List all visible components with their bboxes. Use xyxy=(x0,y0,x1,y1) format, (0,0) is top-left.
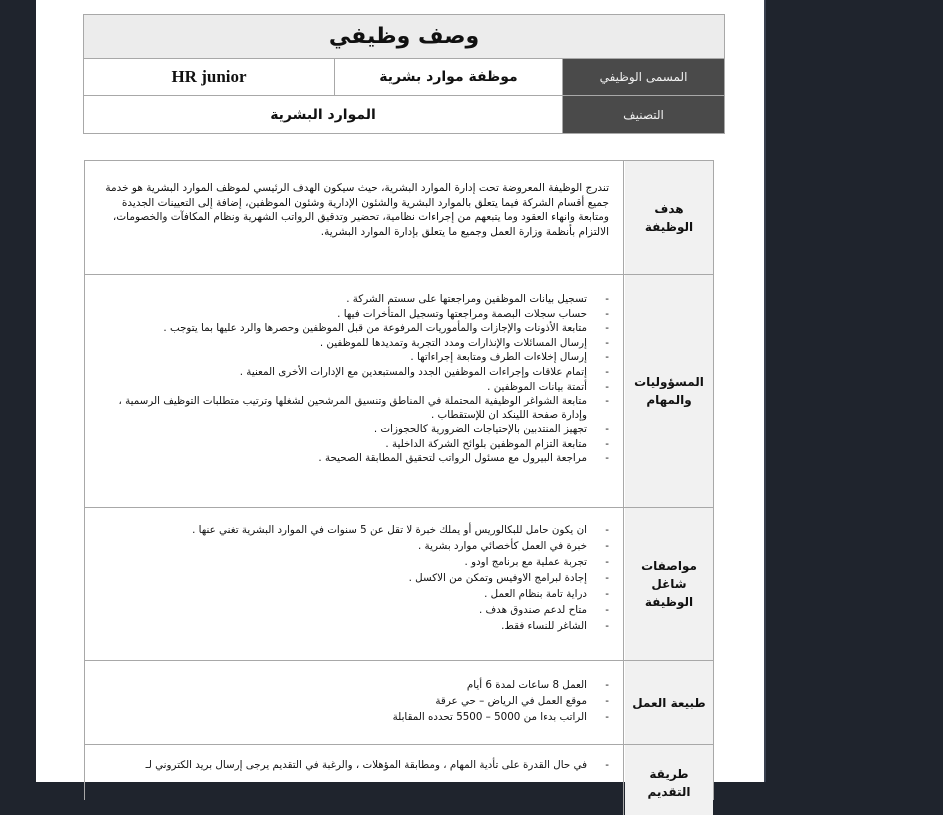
list-item: - تجربة عملية مع برنامج اودو . xyxy=(93,556,587,569)
document-page xyxy=(36,0,764,799)
goal-row xyxy=(85,161,713,275)
apply-list xyxy=(93,759,615,772)
apply-row xyxy=(85,745,713,815)
list-item: - متابعة الأذونات والإجازات والمأموريات المرفوعة من قبل الموظفين وحصرها والرد عليها بما يتوجب . xyxy=(93,322,587,335)
apply-content xyxy=(85,745,624,815)
list-item: - متابعة الشواغر الوظيفية المحتملة في المناطق وتنسيق المرشحين لشغلها وترتيب متطلبات التوظيف الرسمية ، وإدارة صفحة اللينكد ان للإستقطاب . xyxy=(93,395,587,422)
details-table xyxy=(84,160,714,800)
job-title-en: HR junior xyxy=(84,59,335,95)
specs-content xyxy=(85,508,624,660)
list-item: - تجهيز المنتدبين بالإحتياجات الضرورية كالحجوزات . xyxy=(93,423,587,436)
goal-content xyxy=(85,161,624,274)
list-item: - إرسال المسائلات والإنذارات ومدد التجربة وتمديدها للموظفين . xyxy=(93,337,587,350)
list-item: - متابعة التزام الموظفين بلوائح الشركة الداخلية . xyxy=(93,438,587,451)
list-item: - الشاغر للنساء فقط. xyxy=(93,620,587,633)
apply-label: طريقة التقديم xyxy=(625,745,713,815)
page-title: وصف وظيفي xyxy=(84,15,724,59)
list-item: - ان يكون حامل للبكالوريس أو يملك خبرة لا تقل عن 5 سنوات في الموارد البشرية تغني عنها . xyxy=(93,524,587,537)
job-title-row xyxy=(84,59,724,96)
work-nature-row xyxy=(85,661,713,745)
list-item: - حساب سجلات البصمة ومراجعتها وتسجيل المتأخرات فيها . xyxy=(93,308,587,321)
work-nature-list xyxy=(93,679,615,724)
list-item: - أتمتة بيانات الموظفين . xyxy=(93,381,587,394)
classification-value: الموارد البشرية xyxy=(84,96,563,133)
goal-text: تندرج الوظيفة المعروضة تحت إدارة الموارد البشرية، حيث سيكون الهدف الرئيسي لموظف الموارد البشرية هو خدمة جميع أقسام الشركة فيما يتعلق بالموارد البشرية والشئون الإدارية وشئون الموظفين، إضافة إلى التعيينات الجديدة ومتابعة وانهاء العقود وما يتبعهم من إجراءات نظامية، تحضير وتدقيق الرواتب الشهرية ونظام المكافآت والخصومات، الالتزام بأنظمة وزارة العمل وجميع ما يتعلق بإدارة الموارد البشرية. xyxy=(105,182,609,238)
list-item: - خبرة في العمل كأخصائي موارد بشرية . xyxy=(93,540,587,553)
list-item: - دراية تامة بنظام العمل . xyxy=(93,588,587,601)
responsibilities-label: المسؤوليات والمهام xyxy=(625,275,713,507)
work-nature-content xyxy=(85,661,624,744)
specs-list xyxy=(93,524,615,633)
job-title-label: المسمى الوظيفي xyxy=(563,59,724,95)
job-title-ar: موظفة موارد بشرية xyxy=(335,59,563,95)
list-item: - في حال القدرة على تأدية المهام ، ومطابقة المؤهلات ، والرغبة في التقديم يرجى إرسال بريد الكتروني لـ xyxy=(93,759,587,772)
header-table xyxy=(83,14,725,134)
right-background xyxy=(764,0,943,782)
list-item: - موقع العمل في الرياض – حي عرقة xyxy=(93,695,587,708)
responsibilities-content xyxy=(85,275,624,507)
list-item: - إجادة لبرامج الاوفيس وتمكن من الاكسل . xyxy=(93,572,587,585)
work-nature-label: طبيعة العمل xyxy=(625,661,713,744)
specs-label: مواصفات شاغل الوظيفة xyxy=(625,508,713,660)
list-item: - تسجيل بيانات الموظفين ومراجعتها على سستم الشركة . xyxy=(93,293,587,306)
left-background xyxy=(0,0,36,782)
list-item: - إتمام علاقات وإجراءات الموظفين الجدد والمستبعدين مع الإدارات الأخرى المعنية . xyxy=(93,366,587,379)
responsibilities-list xyxy=(93,293,615,466)
list-item: - مراجعة البيرول مع مسئول الرواتب لتحقيق المطابقة الصحيحة . xyxy=(93,452,587,465)
goal-label: هدف الوظيفة xyxy=(625,161,713,274)
classification-label: التصنيف xyxy=(563,96,724,133)
list-item: - متاح لدعم صندوق هدف . xyxy=(93,604,587,617)
list-item: - الراتب بدءا من 5000 – 5500 تحدده المقابلة xyxy=(93,711,587,724)
responsibilities-row xyxy=(85,275,713,508)
specs-row xyxy=(85,508,713,661)
classification-row xyxy=(84,96,724,133)
page-edge-divider xyxy=(764,0,766,782)
list-item: - إرسال إخلاءات الطرف ومتابعة إجراءاتها . xyxy=(93,351,587,364)
list-item: - العمل 8 ساعات لمدة 6 أيام xyxy=(93,679,587,692)
